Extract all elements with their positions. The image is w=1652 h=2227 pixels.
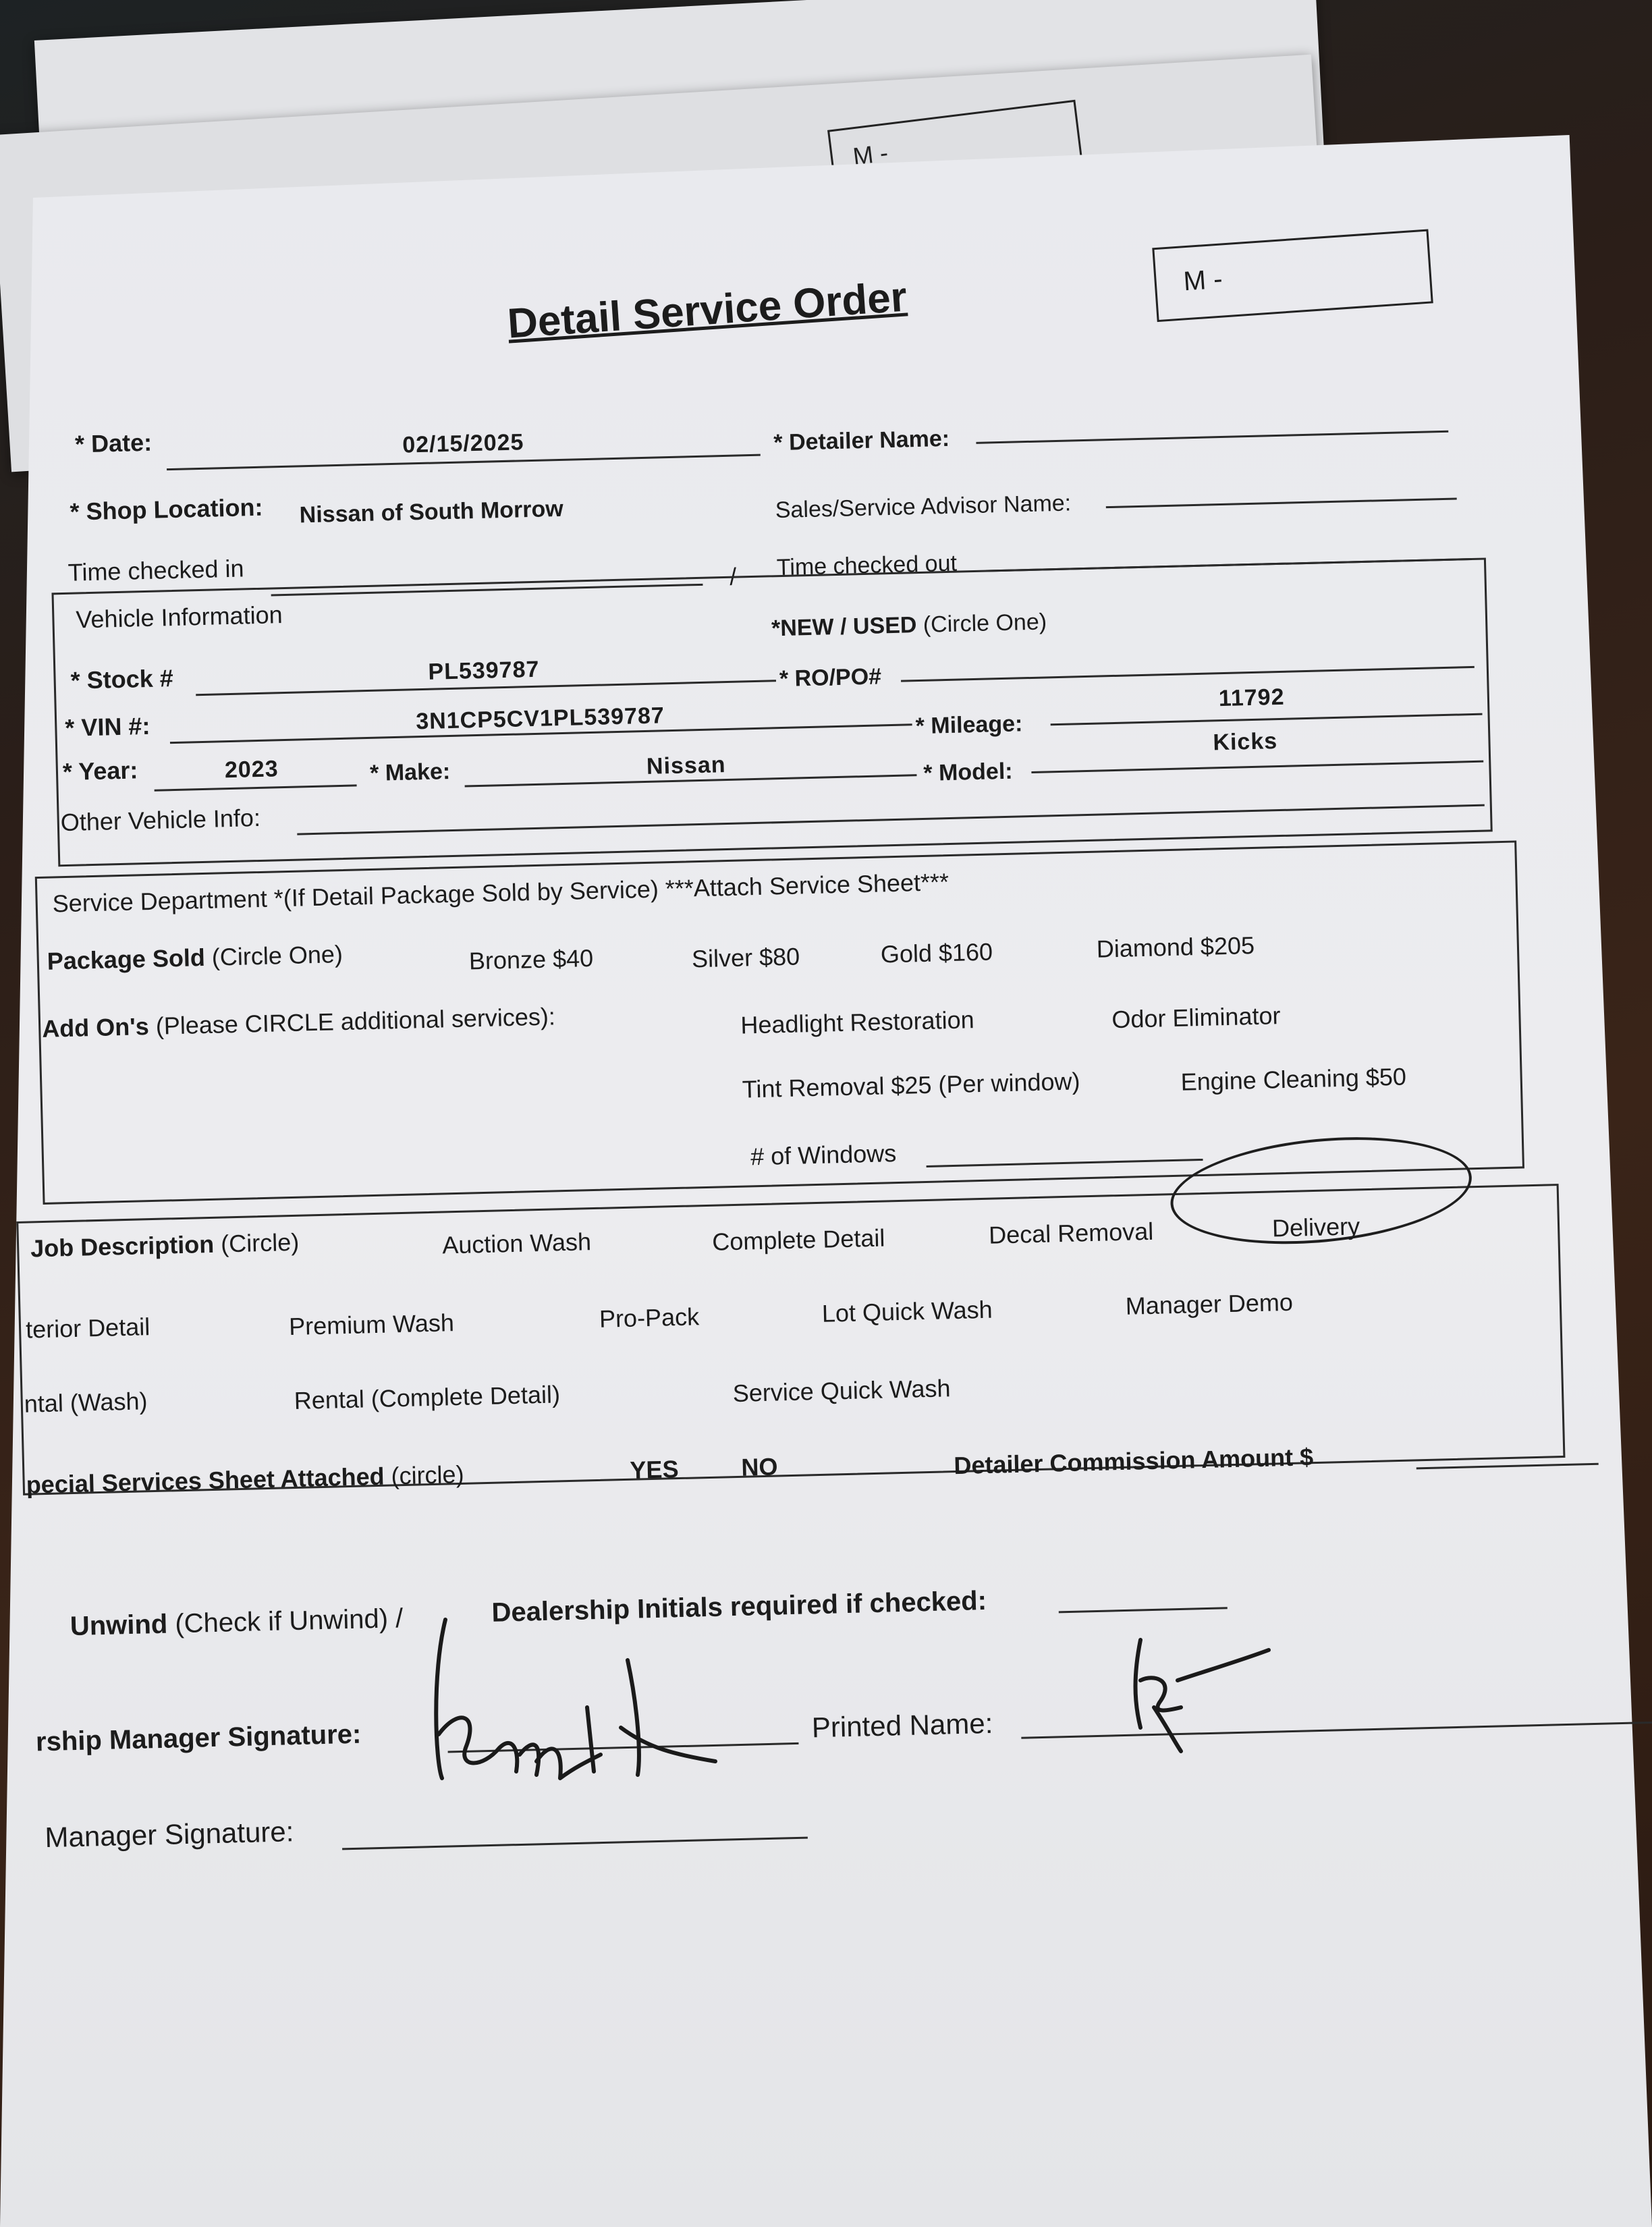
manager-signature-2-label: Manager Signature: — [44, 1815, 294, 1854]
job-service-quick-wash[interactable]: Service Quick Wash — [732, 1374, 951, 1408]
unwind-note: (Check if Unwind) / — [174, 1603, 404, 1639]
stock-value: PL539787 — [428, 656, 540, 685]
vin-value: 3N1CP5CV1PL539787 — [415, 703, 665, 735]
manager-signature-label: rship Manager Signature: — [35, 1719, 362, 1757]
job-premium-wash[interactable]: Premium Wash — [288, 1309, 455, 1341]
year-value: 2023 — [224, 756, 279, 783]
job-decal-removal[interactable]: Decal Removal — [988, 1217, 1154, 1249]
date-value: 02/15/2025 — [402, 429, 524, 458]
year-label: * Year: — [62, 756, 138, 786]
other-vehicle-info-label: Other Vehicle Info: — [60, 803, 261, 837]
shop-location-label: * Shop Location: — [70, 493, 263, 526]
stock-label: * Stock # — [70, 664, 174, 694]
addon-tint-removal[interactable]: Tint Removal $25 (Per window) — [742, 1067, 1080, 1103]
job-manager-demo[interactable]: Manager Demo — [1125, 1288, 1294, 1320]
model-label: * Model: — [923, 758, 1014, 786]
special-services-no[interactable]: NO — [740, 1452, 778, 1481]
special-services-yes[interactable]: YES — [629, 1455, 680, 1484]
manager-signature-scribble — [418, 1593, 823, 1809]
vin-label: * VIN #: — [64, 711, 150, 742]
vehicle-info-label: Vehicle Information — [75, 601, 283, 634]
dealership-initials-line[interactable] — [1059, 1607, 1228, 1613]
m-number-box[interactable]: M - — [1152, 229, 1433, 323]
manager-signature-2-line[interactable] — [342, 1837, 808, 1850]
package-silver[interactable]: Silver $80 — [691, 942, 800, 973]
make-value: Nissan — [646, 752, 726, 779]
special-services-label: pecial Services Sheet Attached — [26, 1462, 385, 1499]
job-description-note: (Circle) — [220, 1228, 300, 1258]
mileage-label: * Mileage: — [915, 711, 1023, 740]
time-in-label: Time checked in — [67, 554, 244, 586]
job-description-label: Job Description — [30, 1230, 215, 1263]
printed-name-label: Printed Name: — [811, 1707, 993, 1744]
ro-po-label: * RO/PO# — [779, 663, 882, 692]
mileage-value: 11792 — [1218, 684, 1285, 712]
package-sold-label: Package Sold — [47, 943, 206, 975]
detailer-name-label: * Detailer Name: — [773, 425, 950, 456]
windows-label: # of Windows — [750, 1139, 897, 1171]
package-bronze[interactable]: Bronze $40 — [468, 943, 594, 975]
add-ons-label: Add On's — [41, 1012, 150, 1043]
package-diamond[interactable]: Diamond $205 — [1096, 931, 1255, 963]
job-lot-quick-wash[interactable]: Lot Quick Wash — [821, 1295, 993, 1327]
unwind-label: Unwind — [70, 1609, 168, 1642]
time-out-label: Time checked out — [776, 550, 958, 581]
special-services-note: (circle) — [391, 1460, 464, 1490]
dealership-initials-label: Dealership Initials required if checked: — [491, 1585, 987, 1628]
shop-location-value: Nissan of South Morrow — [299, 495, 564, 528]
new-used-note: (Circle One) — [923, 609, 1047, 638]
job-interior-detail[interactable]: terior Detail — [25, 1313, 150, 1344]
make-label: * Make: — [369, 759, 451, 786]
package-gold[interactable]: Gold $160 — [880, 937, 993, 968]
sales-advisor-line[interactable] — [1106, 497, 1457, 508]
job-rental-wash[interactable]: ntal (Wash) — [24, 1387, 148, 1418]
printed-name-scribble — [1113, 1633, 1289, 1768]
job-pro-pack[interactable]: Pro-Pack — [599, 1302, 700, 1333]
model-value: Kicks — [1212, 728, 1278, 756]
job-complete-detail[interactable]: Complete Detail — [711, 1224, 885, 1256]
add-ons-note: (Please CIRCLE additional services): — [155, 1002, 556, 1040]
form-title: Detail Service Order — [505, 273, 908, 348]
back-sheet-m-box: M - — [827, 100, 1082, 189]
addon-headlight-restoration[interactable]: Headlight Restoration — [740, 1006, 975, 1039]
commission-label: Detailer Commission Amount $ — [953, 1443, 1314, 1480]
date-label: * Date: — [74, 428, 153, 458]
commission-line[interactable] — [1416, 1463, 1599, 1470]
job-delivery[interactable]: Delivery — [1271, 1212, 1360, 1242]
new-used-label[interactable]: *NEW / USED — [771, 612, 917, 642]
job-rental-complete-detail[interactable]: Rental (Complete Detail) — [294, 1380, 561, 1414]
time-separator: / — [729, 562, 737, 590]
package-sold-note: (Circle One) — [211, 940, 343, 971]
addon-odor-eliminator[interactable]: Odor Eliminator — [1111, 1001, 1281, 1034]
job-auction-wash[interactable]: Auction Wash — [441, 1228, 592, 1259]
service-department-header: Service Department *(If Detail Package Sold by Service) ***Attach Service Sheet*** — [52, 868, 949, 918]
detailer-name-line[interactable] — [976, 431, 1448, 444]
sales-advisor-label: Sales/Service Advisor Name: — [775, 490, 1072, 524]
addon-engine-cleaning[interactable]: Engine Cleaning $50 — [1180, 1062, 1407, 1096]
